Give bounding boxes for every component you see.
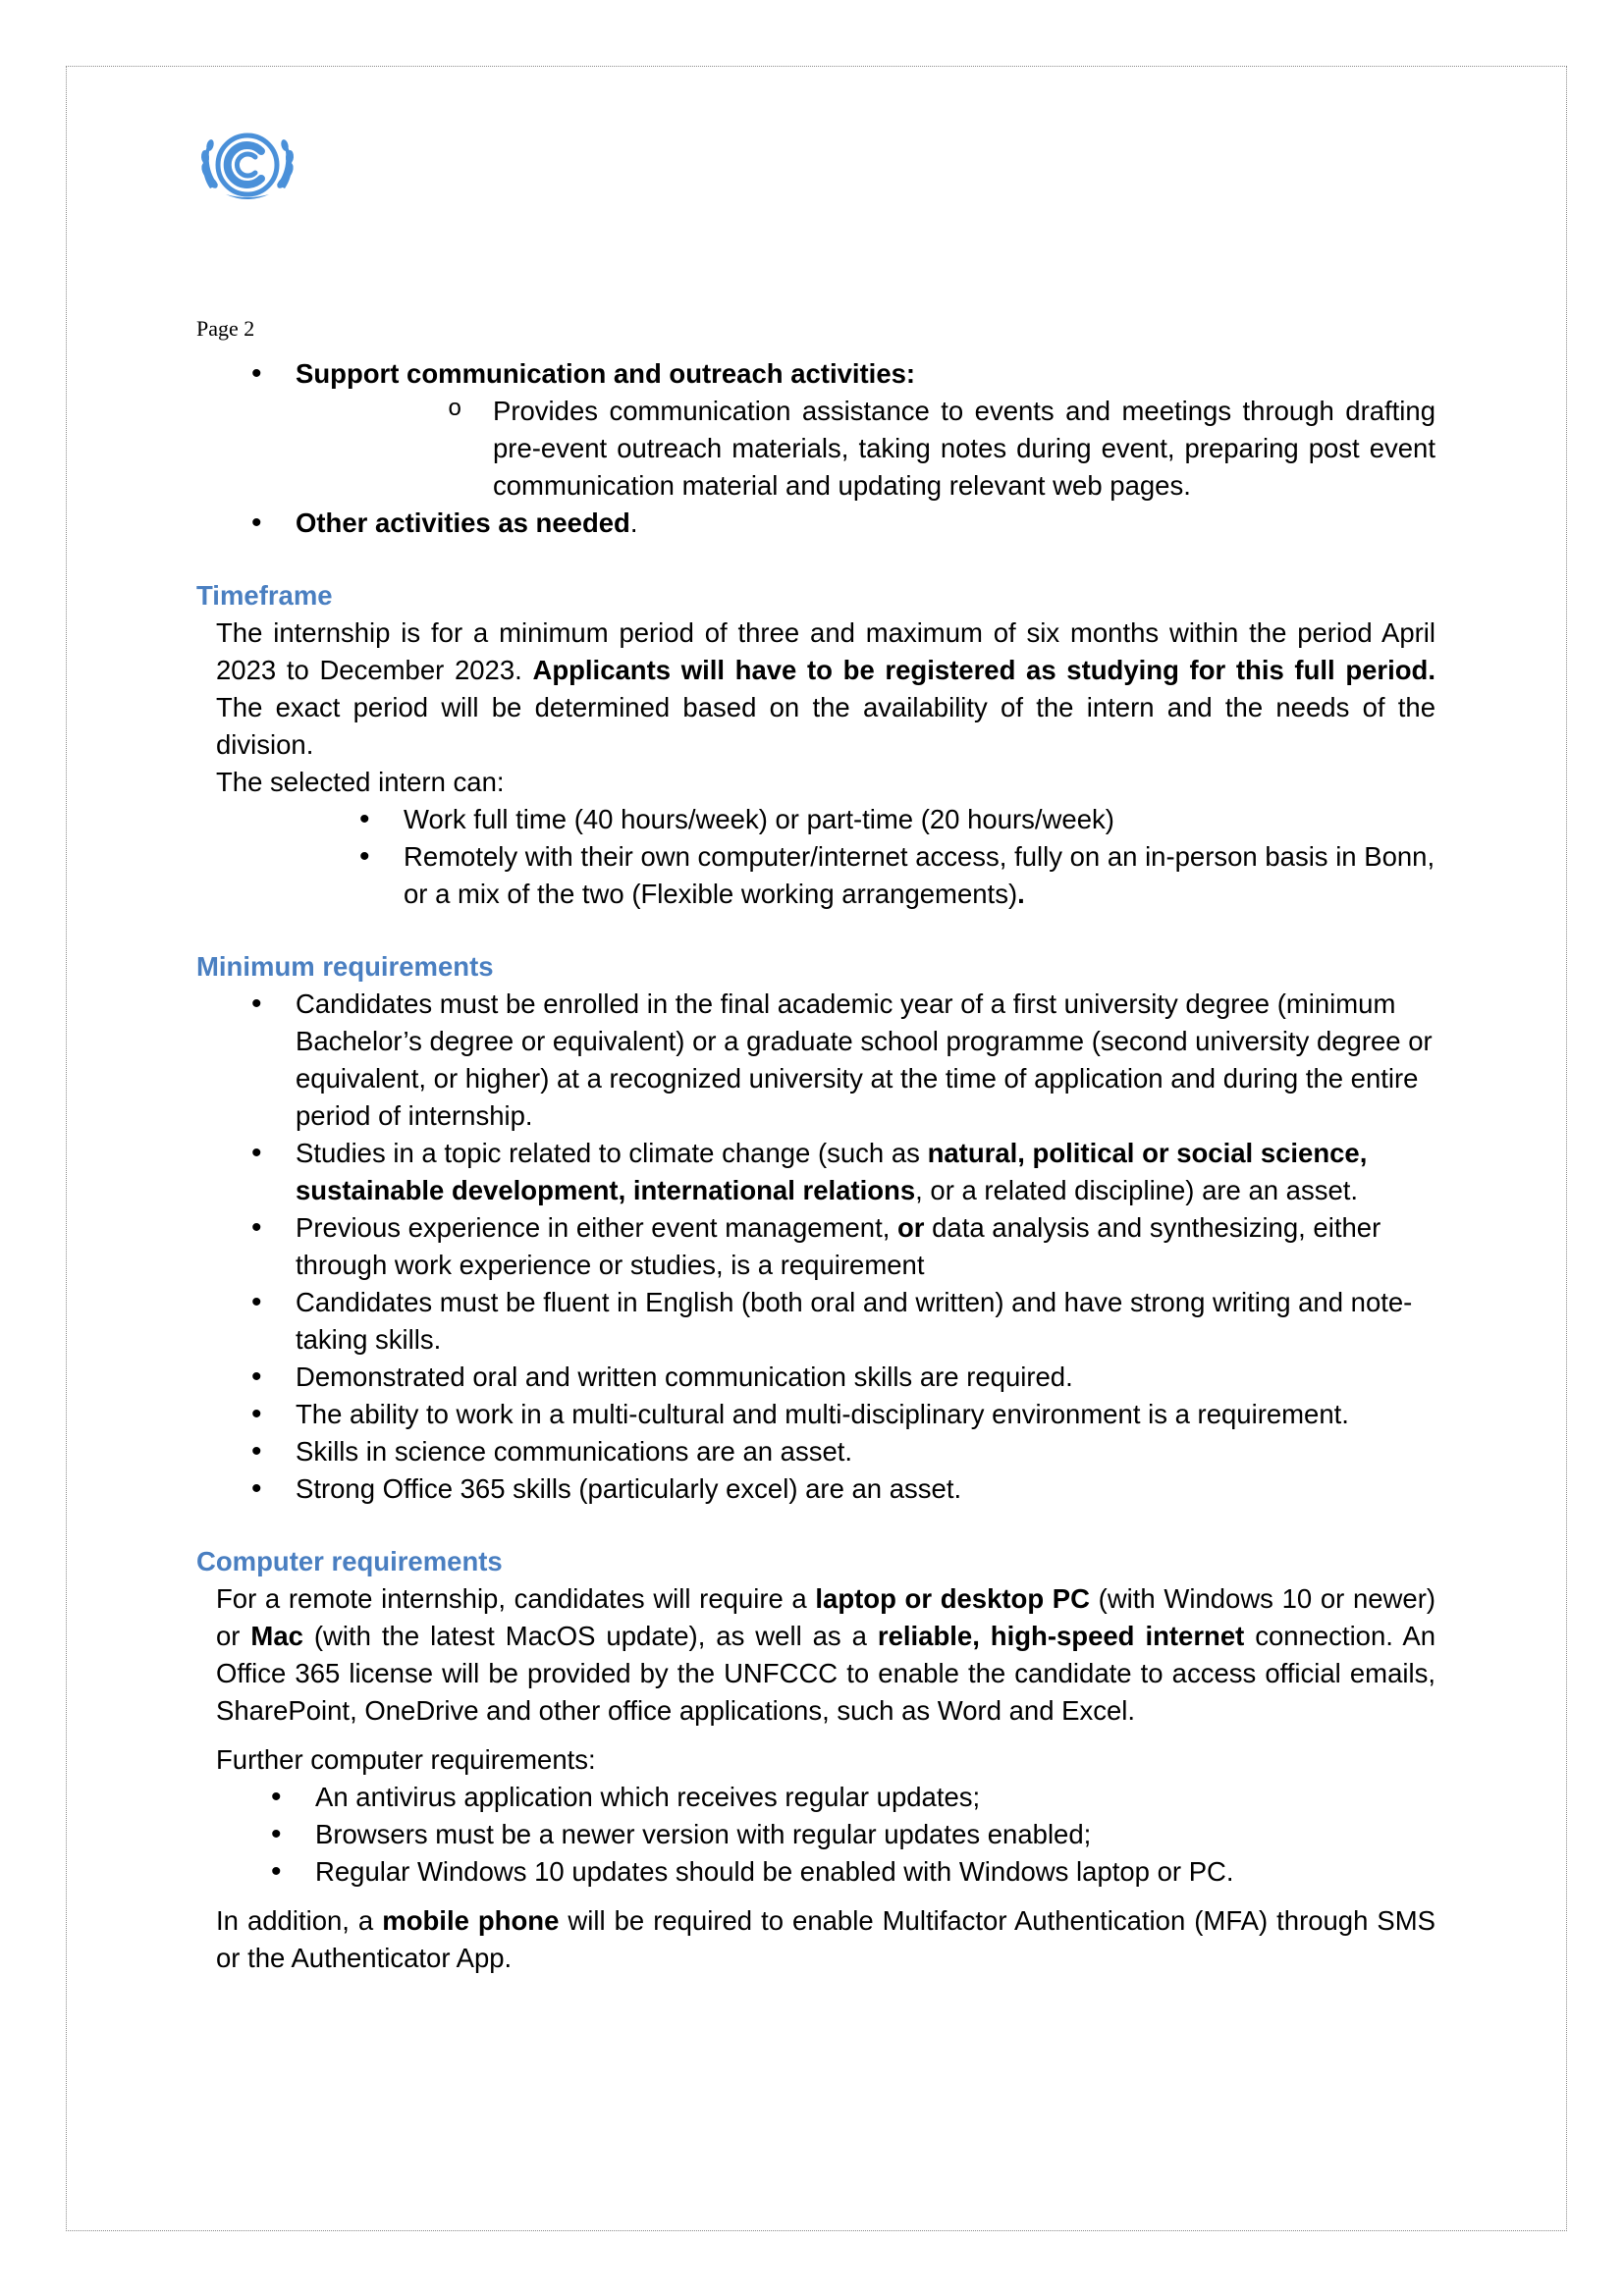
list-item: • Regular Windows 10 updates should be enabled with Windows laptop or PC.: [196, 1853, 1435, 1891]
list-item: • Candidates must be fluent in English (both oral and written) and have strong writing and note-taking skills.: [196, 1284, 1435, 1359]
computer-paragraph: For a remote internship, candidates will require a laptop or desktop PC (with Windows 10 or newer) or Mac (with the latest MacOS update), as well as a reliable, high-speed internet connection. An Office 365 license will be provided by the UNFCCC to enable the candidate to access official emails, SharePoint, OneDrive and other office applications, such as Word and Excel.: [216, 1583, 1436, 1726]
further-requirements-intro: Further computer requirements:: [216, 1744, 596, 1775]
timeframe-list: [196, 801, 1435, 913]
list-item: • Remotely with their own computer/internet access, fully on an in-person basis in Bonn, or a mix of the two (Flexible working arrangements).: [196, 838, 1435, 913]
timeframe-paragraph: The internship is for a minimum period of three and maximum of six months within the period April 2023 to December 2023. Applicants will have to be registered as studying for this full period. The exact period will be determined based on the availability of the intern and the needs of the division.: [216, 617, 1435, 760]
list-item: • Browsers must be a newer version with regular updates enabled;: [196, 1816, 1435, 1853]
sub-list-item: o Provides communication assistance to events and meetings through drafting pre-event outreach materials, taking notes during event, preparing post event communication material and updating relevant web pages.: [296, 393, 1435, 505]
list-item: • Other activities as needed.: [196, 505, 1435, 542]
list-item: • Support communication and outreach activities: o Provides communication assistance to events and meetings through drafting pre-event outreach materials, taking notes during event, preparing post event communication material and updating relevant web pages.: [196, 355, 1435, 505]
list-item: • Skills in science communications are an asset.: [196, 1433, 1435, 1470]
section-heading-timeframe: Timeframe: [196, 580, 333, 611]
list-item: • Candidates must be enrolled in the final academic year of a first university degree (minimum Bachelor’s degree or equivalent) or a graduate school programme (second university degree or equivalent, or higher) at a recognized university at the time of application and during the entire period of internship.: [196, 986, 1435, 1135]
list-item: • Demonstrated oral and written communication skills are required.: [196, 1359, 1435, 1396]
section-heading-computer-requirements: Computer requirements: [196, 1546, 503, 1576]
list-item: • Studies in a topic related to climate change (such as natural, political or social science, sustainable development, international relations, or a related discipline) are an asset.: [196, 1135, 1435, 1209]
document-body: [196, 355, 1435, 1977]
list-item: • Previous experience in either event management, or data analysis and synthesizing, either through work experience or studies, is a requirement: [196, 1209, 1435, 1284]
timeframe-intro: The selected intern can:: [216, 767, 505, 797]
section-heading-minimum-requirements: Minimum requirements: [196, 951, 494, 982]
page-number: Page 2: [196, 316, 255, 341]
intro-list: [196, 355, 1435, 542]
timeframe-section: [196, 577, 1435, 913]
sub-list: [296, 393, 1435, 505]
list-item: • An antivirus application which receives regular updates;: [196, 1779, 1435, 1816]
minimum-requirements-section: [196, 948, 1435, 1508]
computer-requirements-list: [196, 1779, 1435, 1891]
list-item: • Strong Office 365 skills (particularly excel) are an asset.: [196, 1470, 1435, 1508]
computer-requirements-section: [196, 1543, 1435, 1977]
list-item: • Work full time (40 hours/week) or part-time (20 hours/week): [196, 801, 1435, 838]
unfccc-logo: [196, 126, 298, 204]
minimum-requirements-list: [196, 986, 1435, 1508]
list-item: • The ability to work in a multi-cultural and multi-disciplinary environment is a requirement.: [196, 1396, 1435, 1433]
mobile-phone-paragraph: In addition, a mobile phone will be required to enable Multifactor Authentication (MFA) through SMS or the Authenticator App.: [216, 1905, 1436, 1973]
